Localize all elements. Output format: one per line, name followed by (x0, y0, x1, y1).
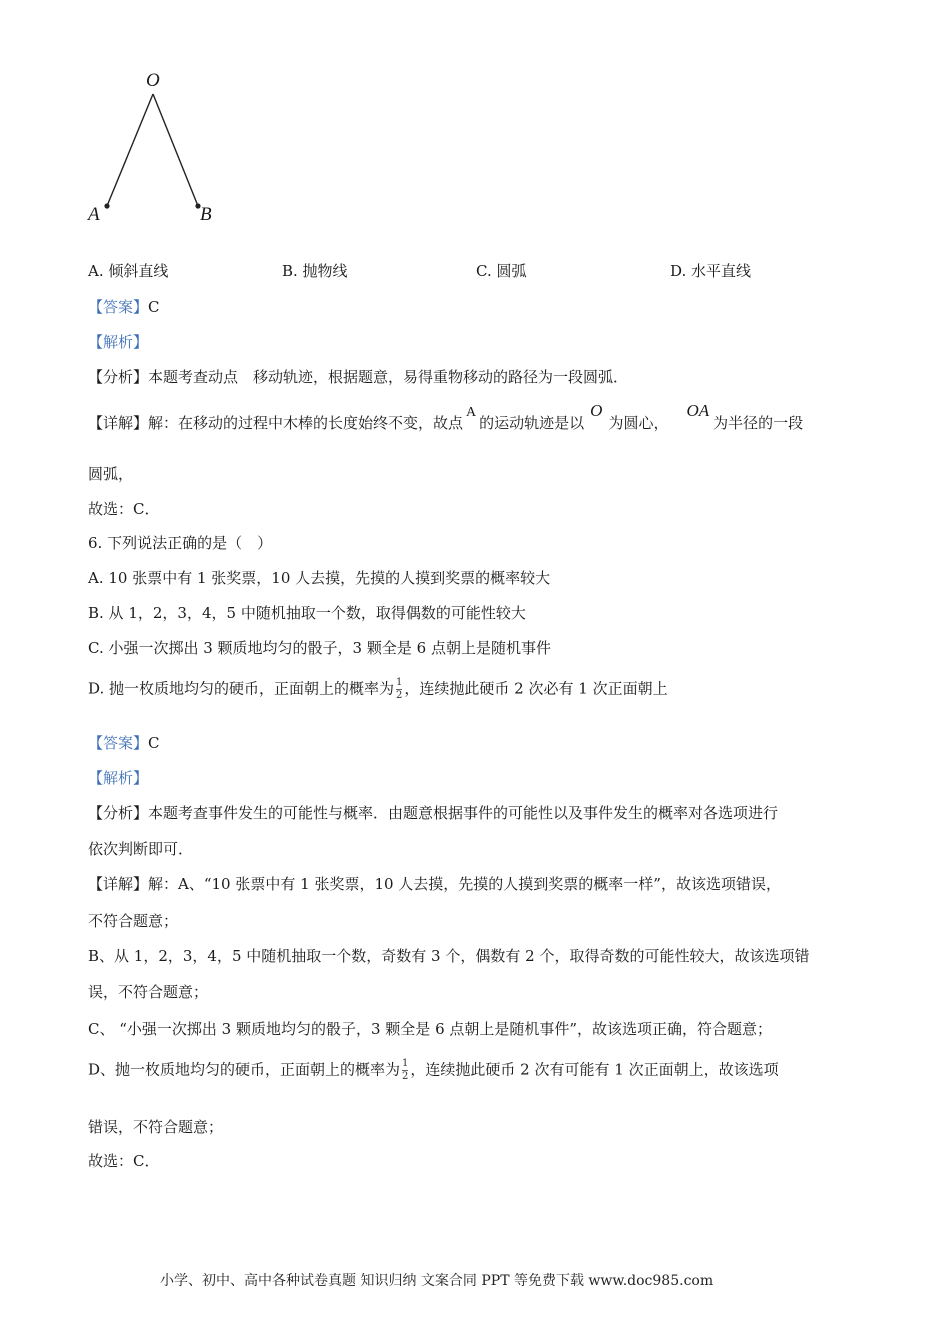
point-a (104, 203, 109, 208)
q6-detail-line5: C、 “小强一次掷出 3 颗质地均匀的骰子，3 颗全是 6 点朝上是随机事件”，故该选项正确，符合题意； (88, 1020, 773, 1038)
frac-den: 2 (396, 690, 403, 701)
q5-option-d: D. 水平直线 (670, 262, 752, 280)
detail-text-b: 的运动轨迹是以 (479, 414, 585, 432)
var-a: A (466, 405, 477, 420)
q6-detail-line6 (88, 1058, 779, 1083)
q6-detail-line4: 误，不符合题意； (88, 983, 209, 1001)
rod-ob (153, 94, 198, 206)
detail-6-pre: D、抛一枚质地均匀的硬币，正面朝上的概率为 (88, 1060, 401, 1079)
rod-diagram (0, 0, 260, 240)
q6-fenxi-line1 (88, 802, 778, 823)
page-footer: 小学、初中、高中各种试卷真题 知识归纳 文案合同 PPT 等免费下载 www.doc985.com (160, 1273, 714, 1289)
q5-detail-line1 (88, 401, 804, 433)
q5-option-c: C. 圆弧 (476, 262, 527, 280)
detail-6-post: ，连续抛此硬币 2 次有可能有 1 次正面朝上，故该选项 (410, 1060, 779, 1079)
rod-oa (107, 94, 153, 206)
q6-analysis-tag: 【解析】 (88, 769, 149, 787)
detail-text-c: 为圆心， (608, 414, 669, 432)
answer-tag: 【答案】 (88, 298, 149, 316)
q6-option-a: A. 10 张票中有 1 张奖票，10 人去摸，先摸的人摸到奖票的概率较大 (88, 569, 551, 587)
q6-stem: 6. 下列说法正确的是（ ） (88, 534, 273, 552)
answer-tag: 【答案】 (88, 734, 149, 752)
var-oa: OA (686, 401, 710, 420)
label-b: B (200, 204, 212, 225)
detail-text-d: 为半径的一段 (713, 414, 804, 432)
var-o: O (590, 401, 603, 420)
q6-detail-line1 (88, 873, 781, 894)
detail-text: 解：A、“10 张票中有 1 张奖票，10 人去摸，先摸的人摸到奖票的概率一样”，故该选项错误， (148, 875, 781, 893)
fenxi-tag: 【分析】 (88, 804, 149, 822)
fenxi-tag: 【分析】 (88, 368, 149, 386)
q6-answer (88, 732, 160, 753)
detail-tag: 【详解】 (88, 414, 149, 432)
q6-detail-line2: 不符合题意； (88, 912, 179, 930)
q6-option-c: C. 小强一次掷出 3 颗质地均匀的骰子，3 颗全是 6 点朝上是随机事件 (88, 639, 551, 657)
q5-answer (88, 296, 160, 317)
q5-option-a: A. 倾斜直线 (88, 262, 169, 280)
q5-option-b: B. 抛物线 (282, 262, 348, 280)
fraction-half (402, 1058, 408, 1083)
q6-choose: 故选：C． (88, 1152, 160, 1170)
label-a: A (88, 204, 100, 225)
answer-value: C (148, 298, 160, 316)
opt-d-pre: D. 抛一枚质地均匀的硬币，正面朝上的概率为 (88, 679, 395, 698)
q6-fenxi-line2: 依次判断即可． (88, 840, 194, 858)
fenxi-text: 本题考查动点 移动轨迹，根据题意，易得重物移动的路径为一段圆弧． (148, 368, 629, 386)
frac-num: 1 (402, 1058, 409, 1069)
q5-fenxi (88, 366, 628, 387)
q6-option-d (88, 677, 668, 702)
opt-d-post: ，连续抛此硬币 2 次必有 1 次正面朝上 (404, 679, 668, 698)
q5-choose: 故选：C． (88, 500, 160, 518)
answer-value: C (148, 734, 160, 752)
frac-num: 1 (396, 677, 403, 688)
detail-text-a: 解：在移动的过程中木棒的长度始终不变，故点 (148, 414, 464, 432)
q5-detail-line2: 圆弧， (88, 465, 134, 483)
detail-tag: 【详解】 (88, 875, 149, 893)
frac-den: 2 (402, 1071, 409, 1082)
q6-option-b: B. 从 1，2，3，4，5 中随机抽取一个数，取得偶数的可能性较大 (88, 604, 526, 622)
label-o: O (146, 70, 160, 91)
q6-detail-line7: 错误，不符合题意； (88, 1118, 224, 1136)
fraction-half (396, 677, 402, 702)
q6-detail-line3: B、从 1，2，3，4，5 中随机抽取一个数，奇数有 3 个，偶数有 2 个，取得奇数的可能性较大，故该选项错 (88, 947, 810, 965)
fenxi-text: 本题考查事件发生的可能性与概率．由题意根据事件的可能性以及事件发生的概率对各选项进行 (148, 804, 779, 822)
q5-analysis-tag: 【解析】 (88, 333, 149, 351)
